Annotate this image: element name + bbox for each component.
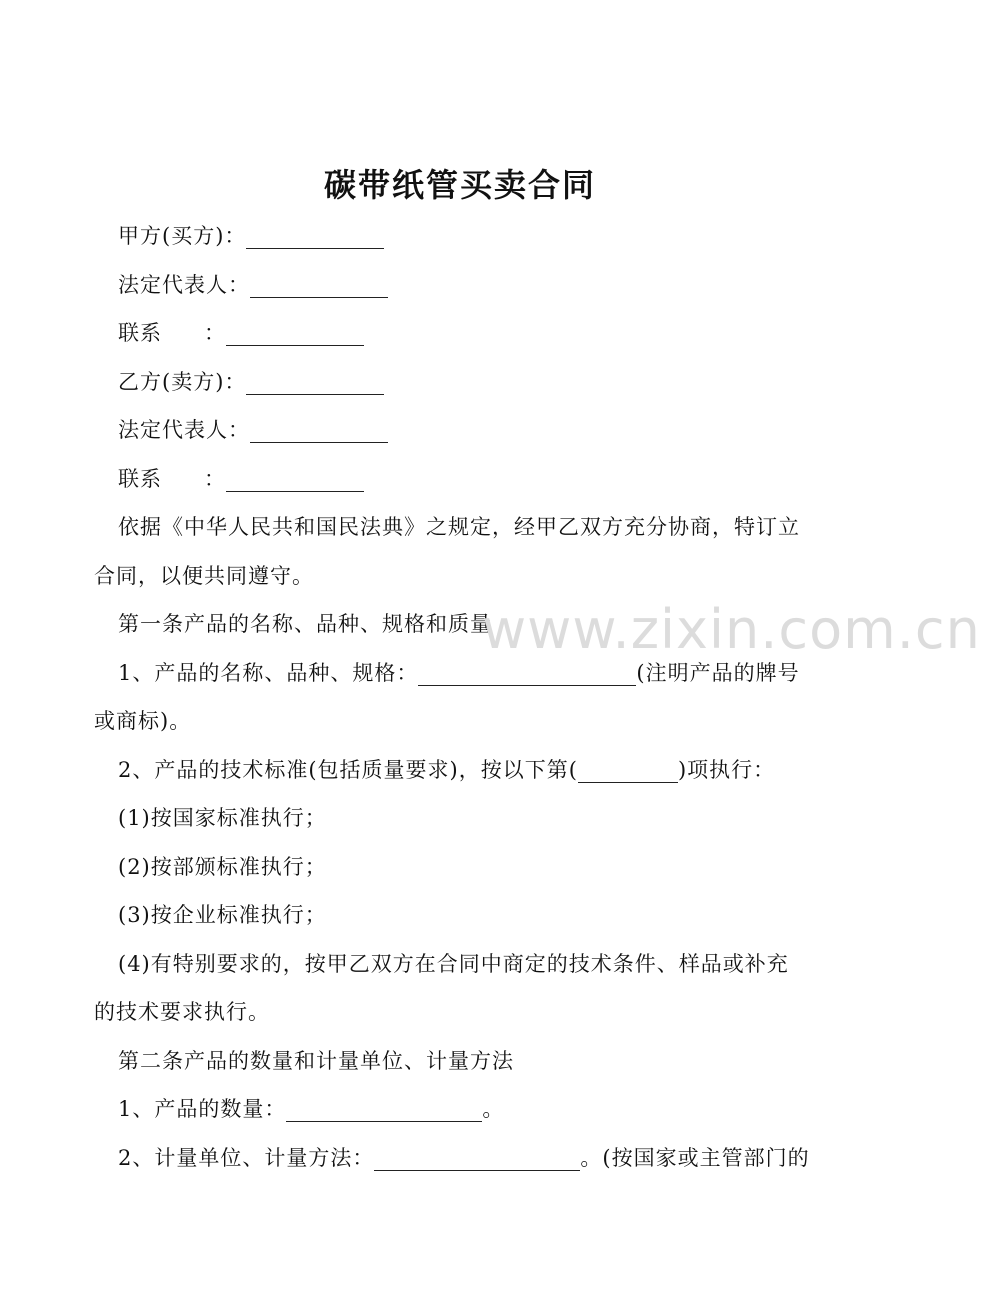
party-b-rep-line — [94, 406, 838, 455]
party-b-contact-line — [94, 455, 838, 504]
party-b-contact-blank — [226, 469, 364, 492]
party-a-rep-label: 法定代表人： — [118, 272, 250, 297]
preamble-line-1: 依据《中华人民共和国民法典》之规定，经甲乙双方充分协商，特订立 — [118, 515, 800, 539]
article-1-option-1: (1)按国家标准执行； — [118, 806, 327, 830]
article-2-item-2-suffix: 。(按国家或主管部门的 — [580, 1145, 810, 1170]
article-2-item-1 — [94, 1085, 838, 1134]
article-2-item-1-blank — [286, 1099, 482, 1122]
article-1-item-2-suffix: )项执行： — [677, 757, 776, 782]
article-1-option-3: (3)按企业标准执行； — [118, 903, 327, 927]
article-1-item-1-blank — [418, 663, 636, 686]
party-a-contact-label: 联系 — [118, 321, 162, 345]
preamble-line-2: 合同，以便共同遵守。 — [94, 563, 314, 588]
party-b-contact-label: 联系 — [118, 466, 162, 491]
party-a-label: 甲方(买方)： — [118, 224, 247, 248]
party-b-blank — [246, 372, 384, 395]
party-a-contact-colon: ： — [204, 321, 226, 345]
party-a-blank — [246, 226, 384, 249]
party-a-contact-blank — [226, 323, 364, 346]
party-b-line — [94, 358, 838, 407]
article-2-item-1-suffix: 。 — [482, 1097, 505, 1121]
article-1-item-2 — [94, 746, 838, 795]
document-title: 碳带纸管买卖合同 — [323, 166, 596, 204]
article-2-item-2-prefix: 2、计量单位、计量方法： — [118, 1145, 375, 1170]
watermark: www.zixin.com.cn — [482, 598, 981, 661]
article-2-heading: 第二条产品的数量和计量单位、计量方法 — [118, 1048, 514, 1073]
article-1-item-2-blank — [578, 760, 678, 783]
article-1-item-1-prefix: 1、产品的名称、品种、规格： — [118, 660, 419, 685]
article-1-heading: 第一条产品的名称、品种、规格和质量 — [118, 612, 492, 636]
article-2-item-1-prefix: 1、产品的数量： — [118, 1097, 287, 1121]
party-b-contact-colon: ： — [204, 466, 226, 491]
article-1-option-4-line-2: 的技术要求执行。 — [94, 1000, 270, 1024]
party-b-rep-blank — [250, 420, 388, 443]
document-body — [94, 212, 838, 1182]
article-1-item-2-prefix: 2、产品的技术标准(包括质量要求)，按以下第( — [118, 757, 578, 782]
article-1-option-2: (2)按部颁标准执行； — [118, 854, 327, 879]
party-a-rep-line — [94, 261, 838, 310]
party-a-line — [94, 212, 838, 261]
party-b-label: 乙方(卖方)： — [118, 369, 247, 394]
article-1-item-1-cont: 或商标)。 — [94, 709, 192, 733]
article-2-item-2 — [94, 1134, 838, 1183]
article-2-item-2-blank — [374, 1148, 580, 1171]
party-a-rep-blank — [250, 275, 388, 298]
party-b-rep-label: 法定代表人： — [118, 418, 250, 442]
party-a-contact-line — [94, 309, 838, 358]
article-1-item-1-suffix: (注明产品的牌号 — [636, 660, 800, 685]
article-1-option-4-line-1: (4)有特别要求的，按甲乙双方在合同中商定的技术条件、样品或补充 — [118, 951, 789, 976]
